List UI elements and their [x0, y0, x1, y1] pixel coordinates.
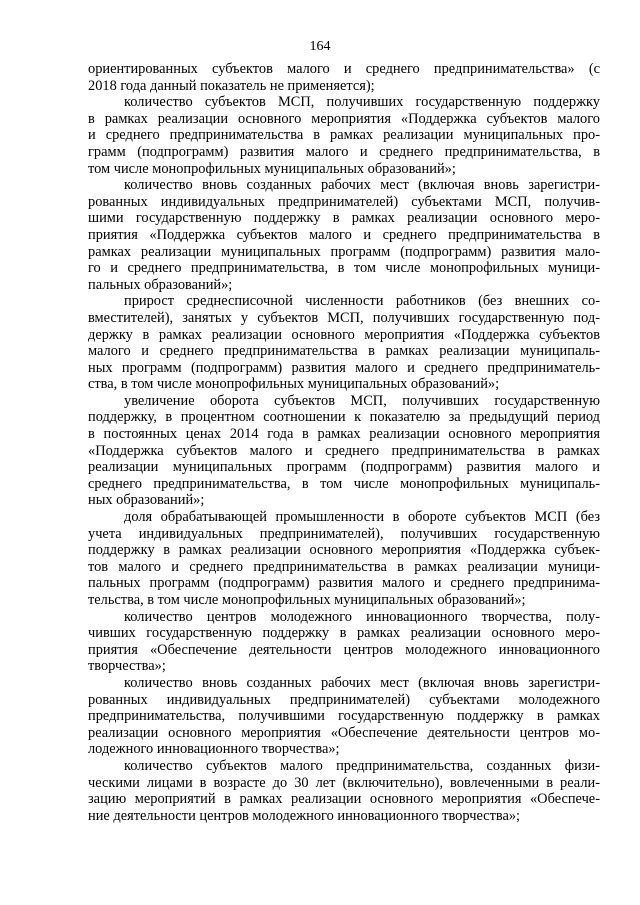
text-line: доля обрабатывающей промышленности в обороте субъектов МСП (без	[124, 509, 600, 526]
text-line: ориентированных субъектов малого и среднего предпринимательства» (с	[88, 61, 600, 77]
text-line: среднего предпринимательства, в том числе монопрофильных муниципаль-	[88, 475, 600, 492]
text-line: и среднего предпринимательства в рамках реализации муниципальных про-	[88, 127, 600, 144]
text-line: грамм (подпрограмм) развития малого и среднего предпринимательства, в	[88, 143, 600, 160]
text-line: в рамках реализации основного мероприятия «Поддержка субъектов малого	[88, 110, 600, 127]
text-line: малого и среднего предпринимательства в рамках реализации муниципаль-	[88, 343, 600, 360]
text-line: рамках реализации муниципальных программ (подпрограмм) развития мало-	[88, 243, 600, 260]
paragraph	[88, 293, 600, 393]
text-line: количество субъектов малого предпринимательства, созданных физи-	[124, 757, 600, 774]
text-line: ных программ (подпрограмм) развития малого и среднего предприниматель-	[88, 359, 600, 376]
text-line: шими государственную поддержку в рамках реализации основного меро-	[88, 210, 600, 227]
text-line: приятия «Поддержка субъектов малого и среднего предпринимательства в	[88, 226, 600, 243]
paragraph	[88, 61, 600, 94]
text-line: увеличение оборота субъектов МСП, получивших государственную	[124, 392, 600, 409]
text-line: творчества»;	[88, 658, 166, 675]
text-line: количество вновь созданных рабочих мест (включая вновь зарегистри-	[124, 177, 600, 194]
paragraph	[88, 177, 600, 293]
text-line: пальных образований»;	[88, 276, 233, 293]
text-line: рованных индивидуальных предпринимателей) субъектами молодежного	[88, 691, 600, 708]
page-number: 164	[309, 39, 331, 54]
text-line: 2018 года данный показатель не применяется);	[88, 77, 375, 94]
text-line: количество центров молодежного инновационного творчества, полу-	[124, 608, 600, 625]
text-line: ческими лицами в возрасте до 30 лет (включительно), вовлеченными в реали-	[88, 774, 600, 791]
body-text	[88, 61, 600, 824]
paragraph	[88, 509, 600, 609]
text-line: прирост среднесписочной численности работников (без внешних со-	[124, 293, 600, 310]
text-line: предпринимательства, получившими государственную поддержку в рамках	[88, 708, 600, 725]
text-line: учета индивидуальных предпринимателей), получивших государственную	[88, 525, 600, 542]
text-line: пальных программ (подпрограмм) развития малого и среднего предпринима-	[88, 575, 600, 592]
text-line: вместителей), занятых у субъектов МСП, получивших государственную под-	[88, 309, 600, 326]
text-line: ных образований»;	[88, 492, 205, 509]
paragraph	[88, 758, 600, 824]
text-line: лодежного инновационного творчества»;	[88, 741, 340, 758]
text-line: го и среднего предпринимательства, в том числе монопрофильных муници-	[88, 260, 600, 277]
text-line: зацию мероприятий в рамках реализации основного мероприятия «Обеспече-	[88, 791, 600, 808]
text-line: чивших государственную поддержку в рамках реализации основного меро-	[88, 625, 600, 642]
text-line: реализации муниципальных программ (подпрограмм) развития малого и	[88, 459, 600, 476]
text-line: ства, в том числе монопрофильных муниципальных образований»;	[88, 376, 500, 393]
paragraph	[88, 393, 600, 509]
text-line: количество субъектов МСП, получивших государственную поддержку	[124, 94, 600, 111]
text-line: том числе монопрофильных муниципальных образований»;	[88, 160, 456, 177]
text-line: рованных индивидуальных предпринимателей) субъектами МСП, получив-	[88, 193, 600, 210]
text-line: «Поддержка субъектов малого и среднего предпринимательства в рамках	[88, 442, 600, 459]
paragraph	[88, 94, 600, 177]
text-line: тельства, в том числе монопрофильных муниципальных образований»;	[88, 592, 526, 608]
text-line: поддержку в рамках реализации основного мероприятия «Поддержка субъек-	[88, 542, 600, 559]
text-line: держку в рамках реализации основного мероприятия «Поддержка субъектов	[88, 326, 600, 343]
text-line: в постоянных ценах 2014 года в рамках реализации основного мероприятия	[88, 426, 600, 443]
paragraph	[88, 609, 600, 675]
text-line: поддержку, в процентном соотношении к показателю за предыдущий период	[88, 409, 600, 426]
text-line: ние деятельности центров молодежного инновационного творчества»;	[88, 807, 521, 824]
text-line: количество вновь созданных рабочих мест (включая вновь зарегистри-	[124, 674, 600, 691]
paragraph	[88, 675, 600, 758]
text-line: тов малого и среднего предпринимательства в рамках реализации муници-	[88, 558, 600, 575]
text-line: приятия «Обеспечение деятельности центров молодежного инновационного	[88, 641, 600, 658]
text-line: реализации основного мероприятия «Обеспечение деятельности центров мо-	[88, 724, 600, 741]
